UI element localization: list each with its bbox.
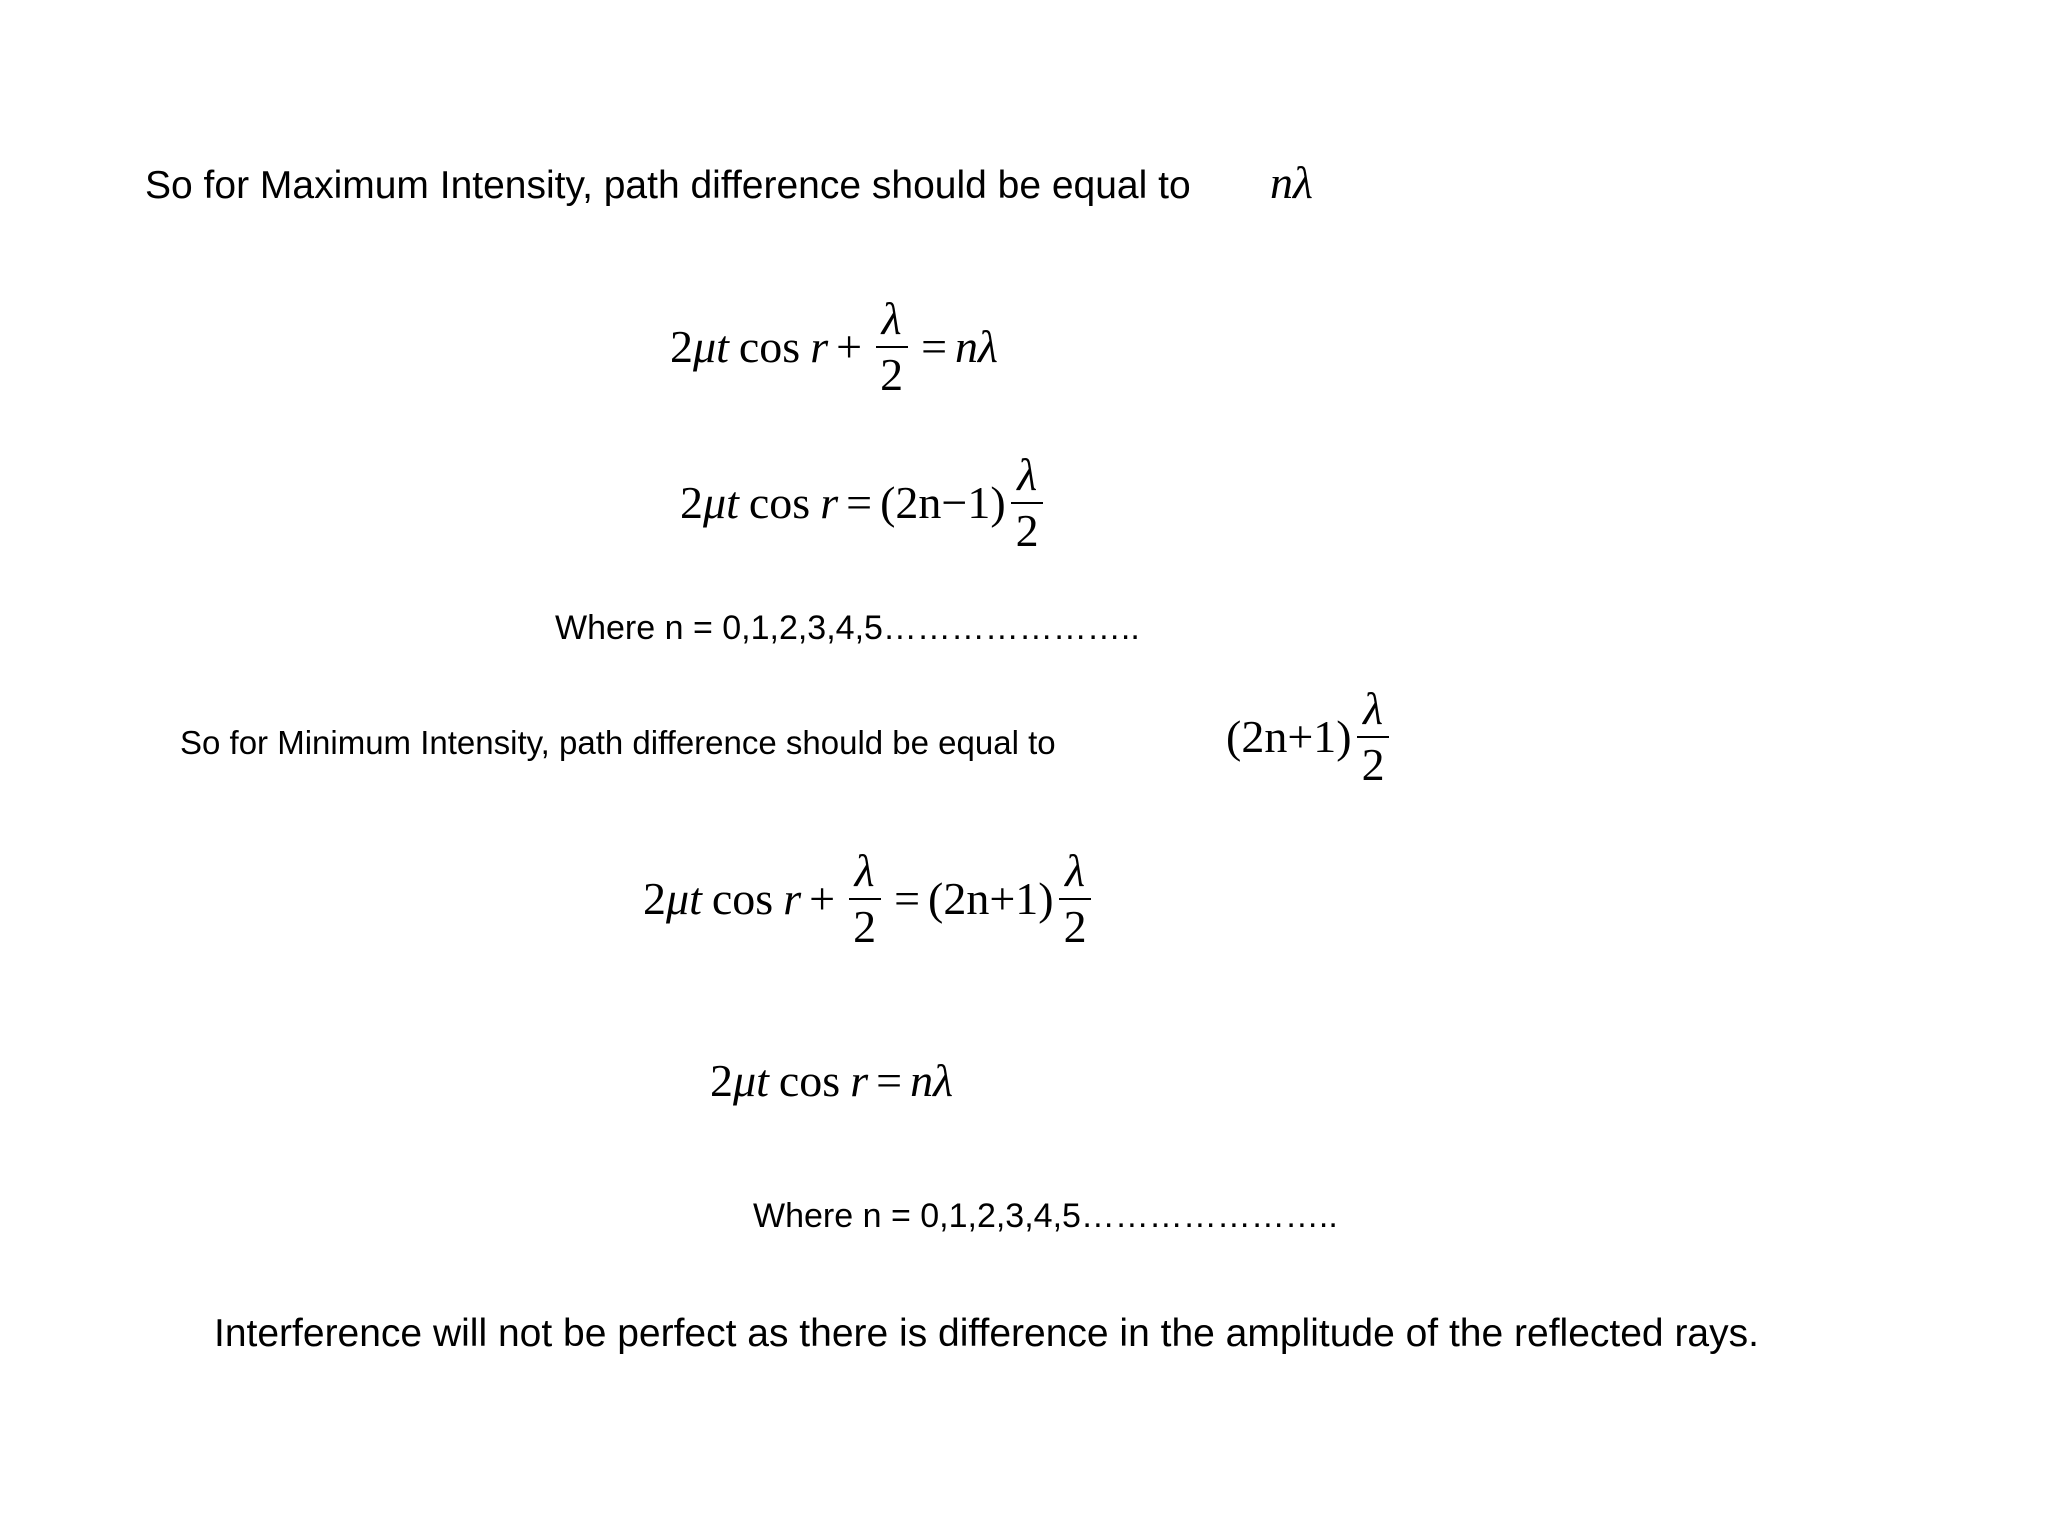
- fraction: $\frac{\lambda}{2}$: [1356, 686, 1391, 788]
- where-n-values-2: Where n = 0,1,2,3,4,5…………………..: [753, 1197, 1338, 1235]
- where-n-values-1: Where n = 0,1,2,3,4,5…………………..: [555, 609, 1140, 647]
- min-equation-2: 2 μt cos r = nλ: [710, 1055, 953, 1106]
- min-intensity-heading: [180, 724, 1056, 762]
- fraction: $\frac{\lambda}{2}$: [874, 296, 909, 398]
- fraction: $\frac{\lambda}{2}$: [847, 848, 882, 950]
- min-heading-expression: (2n+1) $\frac{\lambda}{2}$: [1226, 686, 1395, 788]
- fraction: $\frac{\lambda}{2}$: [1010, 452, 1045, 554]
- max-heading-expression: [1270, 157, 1313, 208]
- max-equation-1: 2 μt cos r + $\frac{\lambda}{2}$ = nλ: [670, 293, 998, 400]
- fraction: $\frac{\lambda}{2}$: [1058, 848, 1093, 950]
- max-heading-text: So for Maximum Intensity, path difference should be equal to: [145, 164, 1191, 207]
- conclusion-text: Interference will not be perfect as there is difference in the amplitude of the reflected rays.: [214, 1312, 1759, 1355]
- max-equation-2: 2 μt cos r = (2n−1) $\frac{\lambda}{2}$: [680, 452, 1049, 554]
- max-intensity-heading: [145, 164, 1191, 208]
- max-heading-expr: nλ: [1270, 157, 1313, 208]
- min-equation-1: 2 μt cos r + $\frac{\lambda}{2}$ = (2n+1) $\frac{\lambda}{2}$: [643, 848, 1097, 950]
- min-heading-text: So for Minimum Intensity, path difference should be equal to: [180, 724, 1056, 761]
